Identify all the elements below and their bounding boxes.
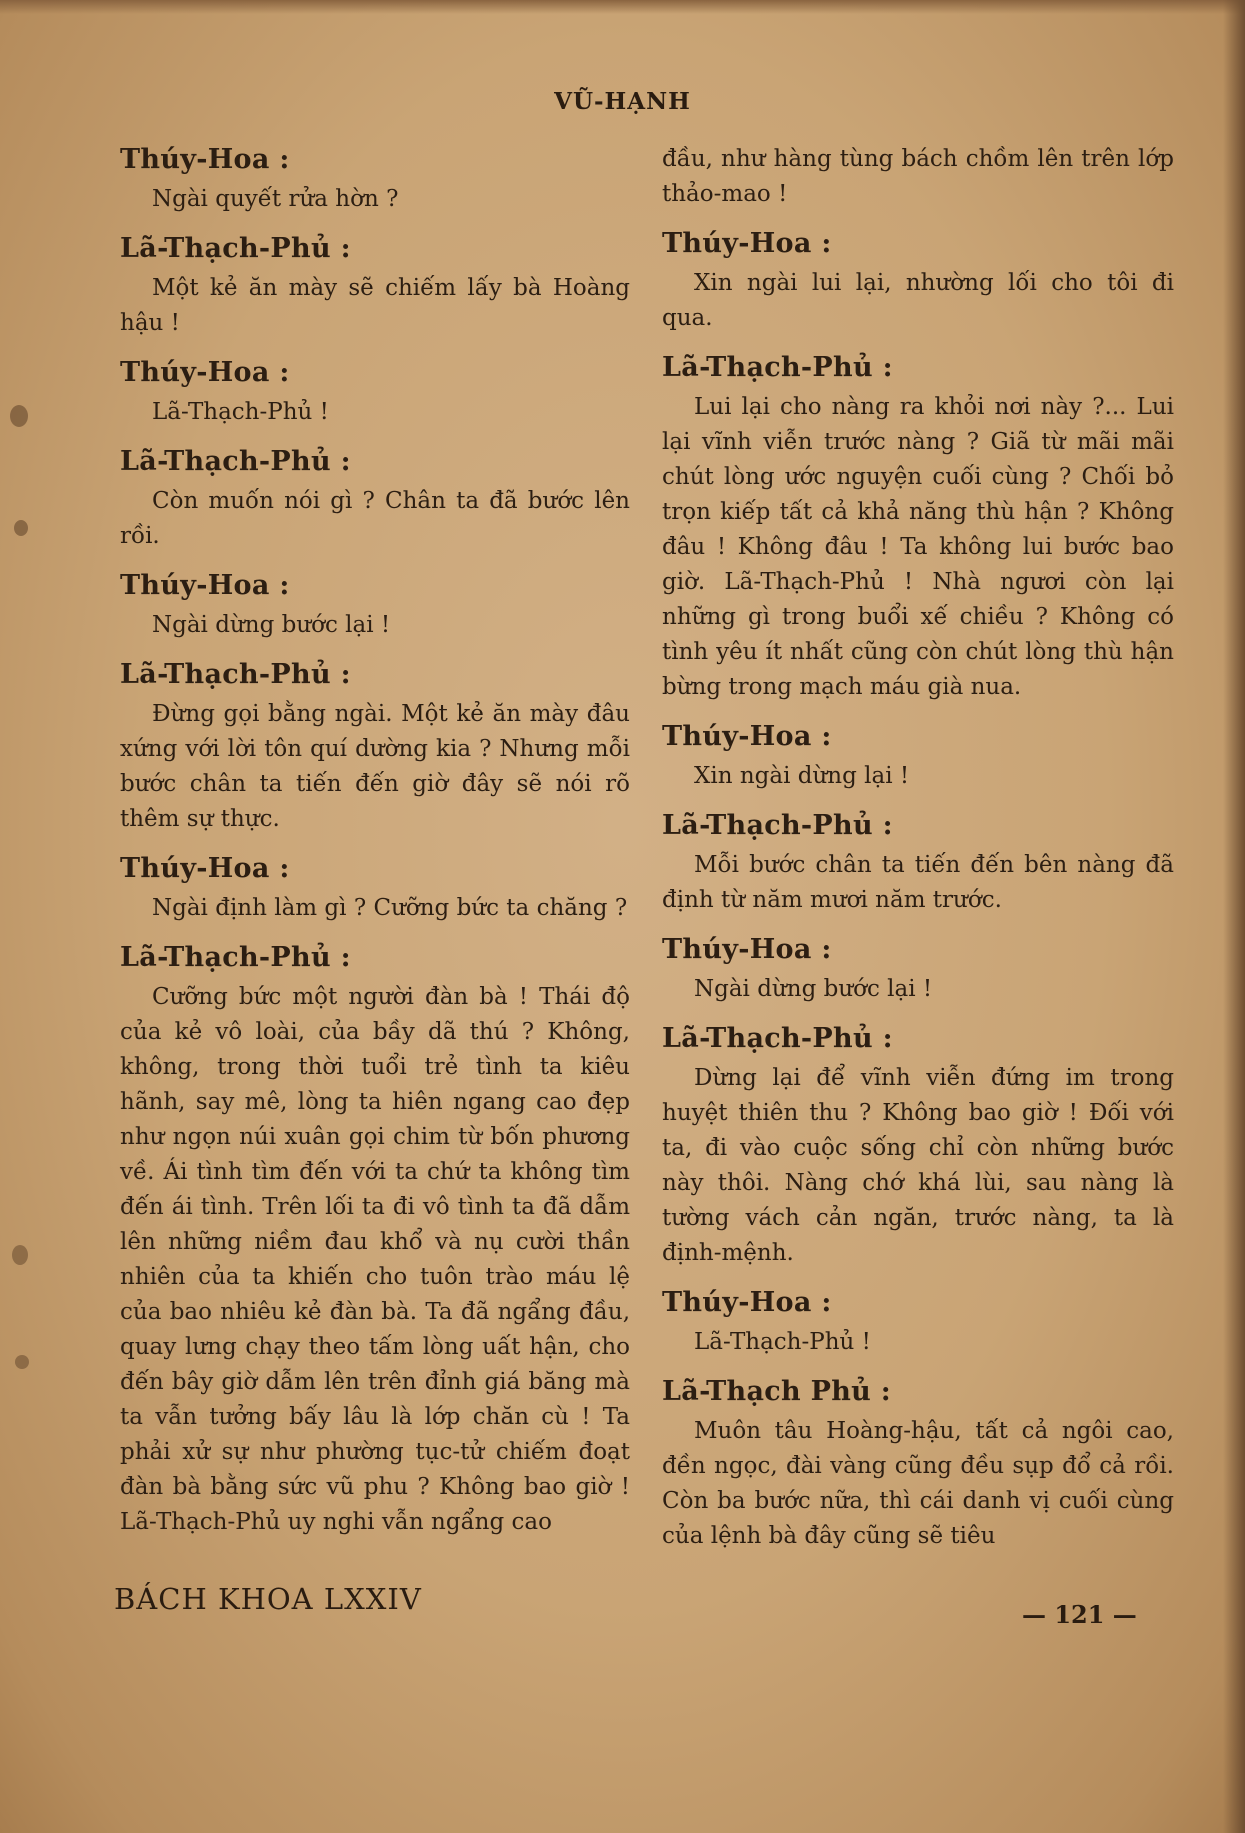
speaker-name: Lã-Thạch-Phủ :: [120, 446, 351, 477]
dialogue-text: Xin ngài lui lại, nhường lối cho tôi đi qua.: [662, 270, 1174, 331]
speaker-name: Lã-Thạch-Phủ :: [120, 233, 351, 264]
speaker-name: Lã-Thạch-Phủ :: [662, 1023, 893, 1054]
speaker-name: Lã-Thạch-Phủ :: [120, 942, 351, 973]
dialogue-text: Còn muốn nói gì ? Chân ta đã bước lên rồi.: [120, 488, 630, 549]
stain-spot: [12, 1245, 28, 1265]
left-column: [120, 142, 630, 1540]
speaker-name: Lã-Thạch-Phủ :: [662, 352, 893, 383]
speaker-name: Thúy-Hoa :: [662, 934, 832, 965]
page-edge-right: [1223, 0, 1245, 1833]
speaker-name: Thúy-Hoa :: [662, 228, 832, 259]
dialogue-text: Muôn tâu Hoàng-hậu, tất cả ngôi cao, đền ngọc, đài vàng cũng đều sụp đổ cả rồi. Còn ba bước nữa, thì cái danh vị cuối cùng của lệnh bà đây cũng sẽ tiêu: [662, 1418, 1174, 1549]
speaker-name: Thúy-Hoa :: [120, 853, 290, 884]
speaker-name: Thúy-Hoa :: [662, 721, 832, 752]
running-head: VŨ-HẠNH: [554, 88, 691, 115]
stain-spot: [15, 1355, 29, 1369]
dialogue-text: Dừng lại để vĩnh viễn đứng im trong huyệt thiên thu ? Không bao giờ ! Đối với ta, đi vào cuộc sống chỉ còn những bước này thôi. Nàng chớ khá lùi, sau nàng là tường vách cản ngăn, trước nàng, ta là định-mệnh.: [662, 1065, 1174, 1266]
dialogue-text: Lui lại cho nàng ra khỏi nơi này ?... Lui lại vĩnh viễn trước nàng ? Giã từ mãi mãi chút lòng ước nguyện cuối cùng ? Chối bỏ trọn kiếp tất cả khả năng thù hận ? Không đâu ! Không đâu ! Ta không lui bước bao giờ. Lã-Thạch-Phủ ! Nhà ngươi còn lại những gì trong buổi xế chiều ? Không có tình yêu ít nhất cũng còn chút lòng thù hận bừng trong mạch máu già nua.: [662, 394, 1174, 700]
speaker-name: Lã-Thạch-Phủ :: [662, 810, 893, 841]
dialogue-text: đầu, như hàng tùng bách chồm lên trên lớp thảo-mao !: [662, 146, 1174, 207]
dialogue-text: Xin ngài dừng lại !: [694, 763, 910, 789]
right-column: [662, 142, 1174, 1554]
speaker-name: Thúy-Hoa :: [120, 144, 290, 175]
dialogue-text: Lã-Thạch-Phủ !: [152, 399, 329, 425]
speaker-name: Thúy-Hoa :: [120, 570, 290, 601]
dialogue-text: Ngài quyết rửa hờn ?: [152, 186, 399, 212]
stain-spot: [14, 520, 28, 536]
speaker-name: Lã-Thạch Phủ :: [662, 1376, 892, 1407]
journal-footer: BÁCH KHOA LXXIV: [114, 1582, 422, 1616]
speaker-name: Lã-Thạch-Phủ :: [120, 659, 351, 690]
dialogue-text: Đừng gọi bằng ngài. Một kẻ ăn mày đâu xứng với lời tôn quí dường kia ? Nhưng mỗi bước chân ta tiến đến giờ đây sẽ nói rõ thêm sự thực.: [120, 701, 630, 832]
dialogue-text: Mỗi bước chân ta tiến đến bên nàng đã định từ năm mươi năm trước.: [662, 852, 1174, 913]
page-number: — 121 —: [1022, 1600, 1137, 1629]
dialogue-text: Một kẻ ăn mày sẽ chiếm lấy bà Hoàng hậu !: [120, 275, 630, 336]
speaker-name: Thúy-Hoa :: [120, 357, 290, 388]
dialogue-text: Cưỡng bức một người đàn bà ! Thái độ của kẻ vô loài, của bầy dã thú ? Không, không, trong thời tuổi trẻ tình ta kiêu hãnh, say mê, lòng ta hiên ngang cao đẹp như ngọn núi xuân gọi chim từ bốn phương về. Ái tình tìm đến với ta chứ ta không tìm đến ái tình. Trên lối ta đi vô tình ta đã dẫm lên những niềm đau khổ và nụ cười thần nhiên của ta khiến cho tuôn trào máu lệ của bao nhiêu kẻ đàn bà. Ta đã ngẩng đầu, quay lưng chạy theo tấm lòng uất hận, cho đến bây giờ dẫm lên trên đỉnh giá băng mà ta vẫn tưởng bấy lâu là lớp chăn cù ! Ta phải xử sự như phường tục-tử chiếm đoạt đàn bà bằng sức vũ phu ? Không bao giờ ! Lã-Thạch-Phủ uy nghi vẫn ngẩng cao: [120, 984, 630, 1535]
dialogue-text: Ngài dừng bước lại !: [694, 976, 933, 1002]
stain-spot: [10, 405, 28, 427]
dialogue-text: Lã-Thạch-Phủ !: [694, 1329, 871, 1355]
dialogue-text: Ngài dừng bước lại !: [152, 612, 391, 638]
dialogue-text: Ngài định làm gì ? Cưỡng bức ta chăng ?: [152, 895, 628, 921]
page-edge-top: [0, 0, 1245, 14]
speaker-name: Thúy-Hoa :: [662, 1287, 832, 1318]
